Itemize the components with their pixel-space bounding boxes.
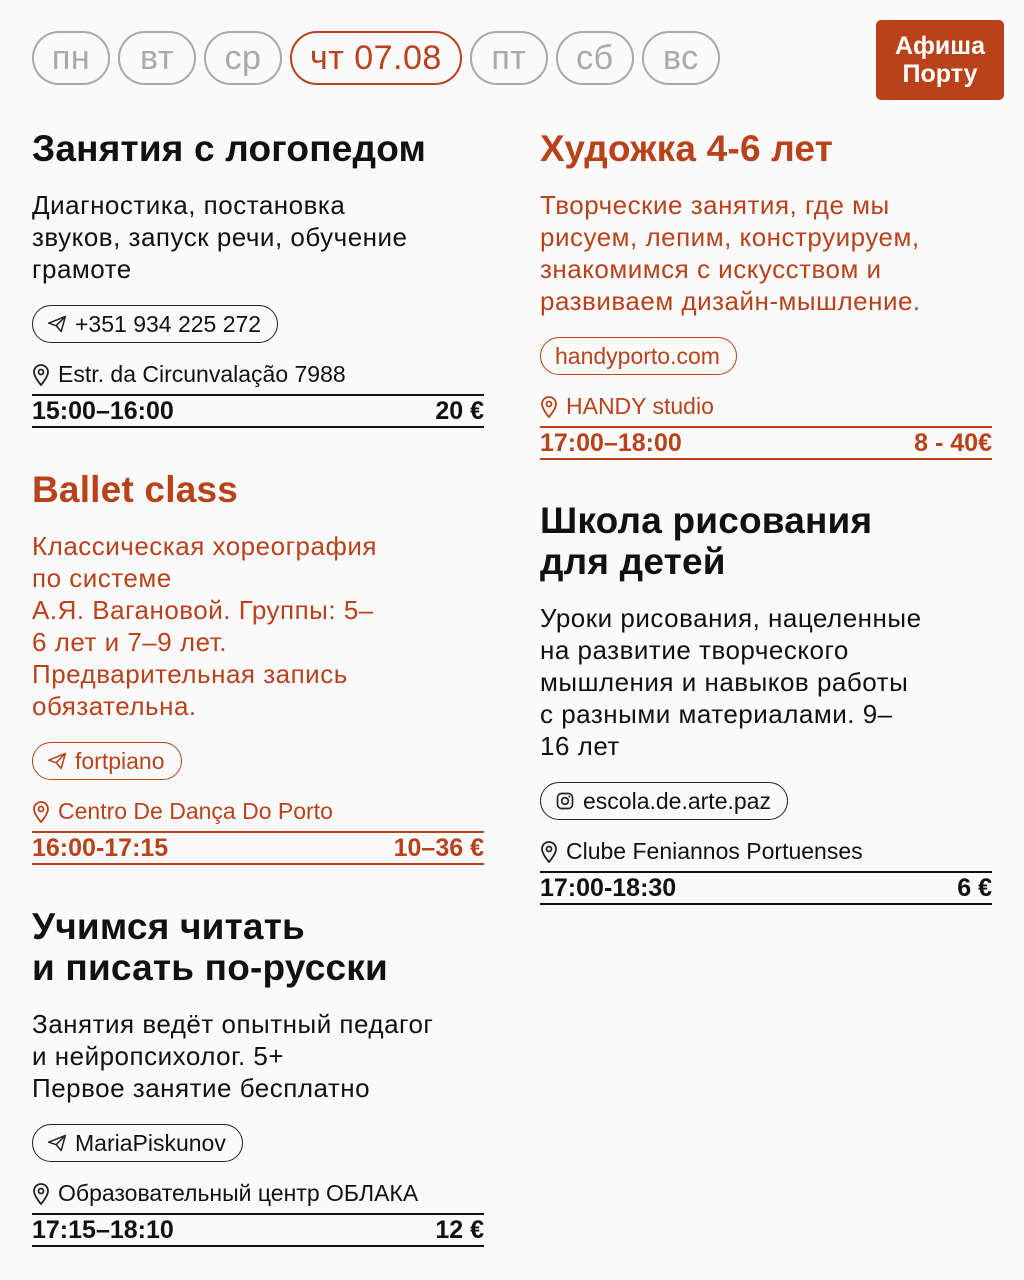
event-title: Ballet class xyxy=(32,469,239,510)
instagram-icon xyxy=(555,791,575,811)
location-pin-icon xyxy=(32,364,50,386)
brand-logo xyxy=(876,20,1004,100)
event-time: 17:15–18:10 xyxy=(32,1215,174,1244)
day-selector xyxy=(32,31,720,85)
contact-label: MariaPiskunov xyxy=(75,1129,226,1156)
contact-chip[interactable] xyxy=(32,1124,243,1162)
contact-chip[interactable] xyxy=(32,305,278,343)
time-price-row xyxy=(32,394,484,428)
time-price-row xyxy=(540,871,992,905)
event-location xyxy=(540,838,992,865)
event-location xyxy=(540,393,992,420)
event-price: 20 € xyxy=(435,396,484,425)
brand-line-1: Афиша xyxy=(894,32,986,60)
location-pin-icon xyxy=(32,801,50,823)
location-label: Centro De Dança Do Porto xyxy=(58,798,333,824)
contact-label: escola.de.arte.paz xyxy=(583,787,771,814)
contact-label: +351 934 225 272 xyxy=(75,310,262,337)
event-location xyxy=(32,798,484,825)
event-description: Уроки рисования, нацеленные на развитие творческого мышления и навыков работы с разными материалами. 9– 16 лет xyxy=(540,603,922,761)
time-price-row xyxy=(32,1213,484,1247)
location-label: HANDY studio xyxy=(566,393,714,419)
contact-label: fortpiano xyxy=(75,747,165,774)
time-price-row xyxy=(540,426,992,460)
location-pin-icon xyxy=(540,396,558,418)
day-tab-sun[interactable]: вс xyxy=(642,31,720,85)
day-tab-tue[interactable]: вт xyxy=(118,31,196,85)
event-card xyxy=(32,906,484,1247)
event-price: 6 € xyxy=(957,873,992,902)
event-title: Занятия с логопедом xyxy=(32,128,427,169)
event-description: Классическая хореография по системе А.Я. Вагановой. Группы: 5– 6 лет и 7–9 лет. Предварительная запись обязательна. xyxy=(32,531,377,721)
event-card xyxy=(540,500,992,905)
event-time: 17:00-18:30 xyxy=(540,873,677,902)
location-label: Образовательный центр ОБЛАКА xyxy=(58,1180,419,1206)
website-chip[interactable] xyxy=(540,337,737,375)
location-pin-icon xyxy=(32,1183,50,1205)
location-pin-icon xyxy=(540,841,558,863)
telegram-icon xyxy=(47,314,67,334)
event-description: Диагностика, постановка звуков, запуск речи, обучение грамоте xyxy=(32,190,408,284)
event-location xyxy=(32,1180,484,1207)
event-price: 8 - 40€ xyxy=(914,428,992,457)
event-title: Учимся читать и писать по-русски xyxy=(32,906,388,988)
contact-chip[interactable] xyxy=(540,782,788,820)
event-card xyxy=(540,128,992,460)
event-card xyxy=(32,128,484,428)
event-price: 12 € xyxy=(435,1215,484,1244)
event-description: Творческие занятия, где мы рисуем, лепим, конструируем, знакомимся с искусством и развиваем дизайн-мышление. xyxy=(540,190,921,316)
event-title: Художка 4-6 лет xyxy=(540,128,834,169)
event-price: 10–36 € xyxy=(393,833,484,862)
event-time: 16:00-17:15 xyxy=(32,833,169,862)
day-tab-mon[interactable]: пн xyxy=(32,31,110,85)
location-label: Clube Feniannos Portuenses xyxy=(566,838,863,864)
day-tab-fri[interactable]: пт xyxy=(470,31,548,85)
event-card xyxy=(32,469,484,865)
brand-line-2: Порту xyxy=(902,60,978,88)
contact-chip[interactable] xyxy=(32,742,182,780)
event-time: 15:00–16:00 xyxy=(32,396,174,425)
event-time: 17:00–18:00 xyxy=(540,428,682,457)
contact-label: handyporto.com xyxy=(555,342,720,369)
day-tab-sat[interactable]: сб xyxy=(556,31,634,85)
time-price-row xyxy=(32,831,484,865)
event-description: Занятия ведёт опытный педагог и нейропсихолог. 5+ Первое занятие бесплатно xyxy=(32,1009,434,1103)
event-location xyxy=(32,361,484,388)
location-label: Estr. da Circunvalação 7988 xyxy=(58,361,346,387)
event-title: Школа рисования для детей xyxy=(540,500,873,582)
telegram-icon xyxy=(47,751,67,771)
day-tab-thu-active[interactable]: чт 07.08 xyxy=(290,31,462,85)
telegram-icon xyxy=(47,1133,67,1153)
day-tab-wed[interactable]: ср xyxy=(204,31,282,85)
